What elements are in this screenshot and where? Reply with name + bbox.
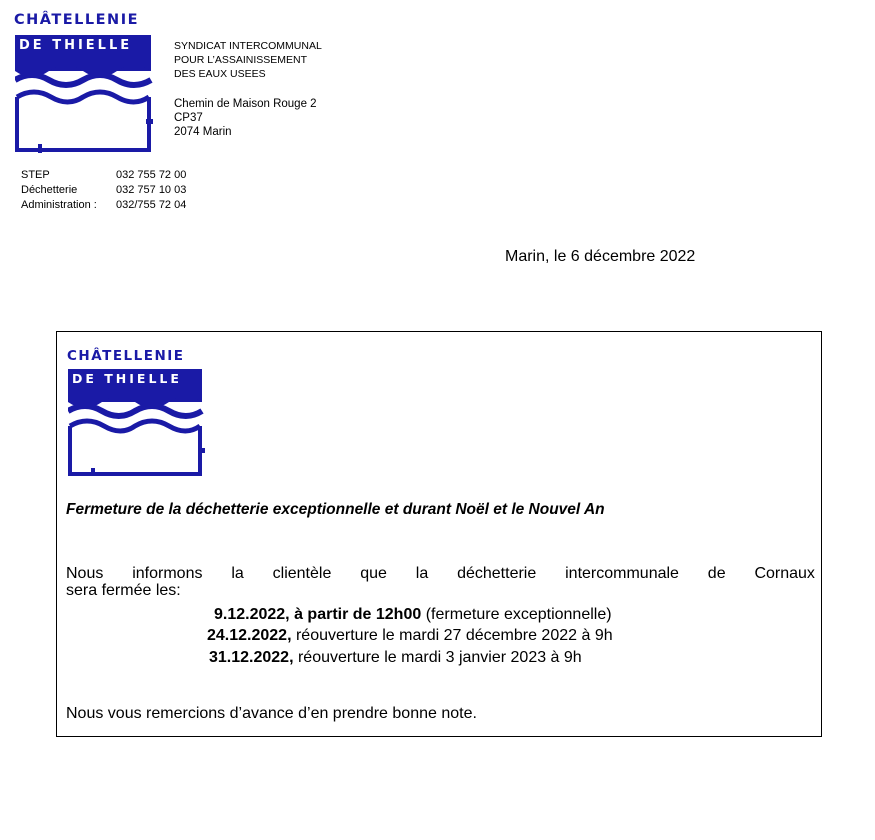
closure-date-strong: 9.12.2022, à partir de 12h00 xyxy=(214,606,422,623)
logo-subtitle: DE THIELLE xyxy=(68,369,202,389)
intro-word: Cornaux xyxy=(754,565,815,582)
header-logo xyxy=(14,12,154,144)
contact-phone: 032 757 10 03 xyxy=(116,184,187,196)
contact-label: Administration : xyxy=(21,199,97,211)
intro-word: Nous xyxy=(66,565,104,582)
intro-word: de xyxy=(707,565,726,582)
logo-waves-icon xyxy=(15,55,154,154)
contact-phone: 032/755 72 04 xyxy=(116,199,187,211)
contact-label: Déchetterie xyxy=(21,184,78,196)
notice-logo xyxy=(67,348,207,476)
logo-title: CHÂTELLENIE xyxy=(67,348,185,364)
intro-word: clientèle xyxy=(272,565,332,582)
intro-word: la xyxy=(231,565,244,582)
organisation-name-line: POUR L’ASSAINISSEMENT xyxy=(174,54,308,66)
closure-date-note: réouverture le mardi 27 décembre 2022 à 9h xyxy=(291,627,613,644)
closure-date-item xyxy=(209,647,582,668)
contact-label: STEP xyxy=(21,169,50,181)
closure-date-item xyxy=(214,604,612,625)
intro-word: que xyxy=(360,565,387,582)
address-line: CP37 xyxy=(174,112,203,124)
intro-word: déchetterie xyxy=(457,565,537,582)
notice-intro xyxy=(66,564,815,601)
intro-word: informons xyxy=(132,565,203,582)
closure-date-note: réouverture le mardi 3 janvier 2023 à 9h xyxy=(293,649,582,666)
address-block xyxy=(174,97,317,139)
notice-title: Fermeture de la déchetterie exceptionnelle et durant Noël et le Nouvel An xyxy=(66,501,605,518)
intro-word: intercommunale xyxy=(565,565,679,582)
contact-phone: 032 755 72 00 xyxy=(116,169,187,181)
notice-closing: Nous vous remercions d’avance d’en prendre bonne note. xyxy=(66,705,477,722)
organisation-block xyxy=(174,39,322,81)
closure-date-strong: 31.12.2022, xyxy=(209,649,294,666)
address-line: 2074 Marin xyxy=(174,126,232,138)
logo-waves-icon xyxy=(68,388,206,476)
organisation-name-line: SYNDICAT INTERCOMMUNAL xyxy=(174,40,322,52)
closure-date-note: (fermeture exceptionnelle) xyxy=(421,606,612,623)
intro-word: la xyxy=(415,565,429,582)
notice-box xyxy=(56,331,822,737)
closure-date-item xyxy=(207,625,613,646)
logo-subtitle: DE THIELLE xyxy=(15,35,151,56)
address-line: Chemin de Maison Rouge 2 xyxy=(174,98,317,110)
intro-line: sera fermée les: xyxy=(66,582,181,599)
logo-title: CHÂTELLENIE xyxy=(14,12,139,28)
letter-date: Marin, le 6 décembre 2022 xyxy=(505,248,696,265)
organisation-name-line: DES EAUX USEES xyxy=(174,68,266,80)
closure-date-strong: 24.12.2022, xyxy=(207,627,292,644)
